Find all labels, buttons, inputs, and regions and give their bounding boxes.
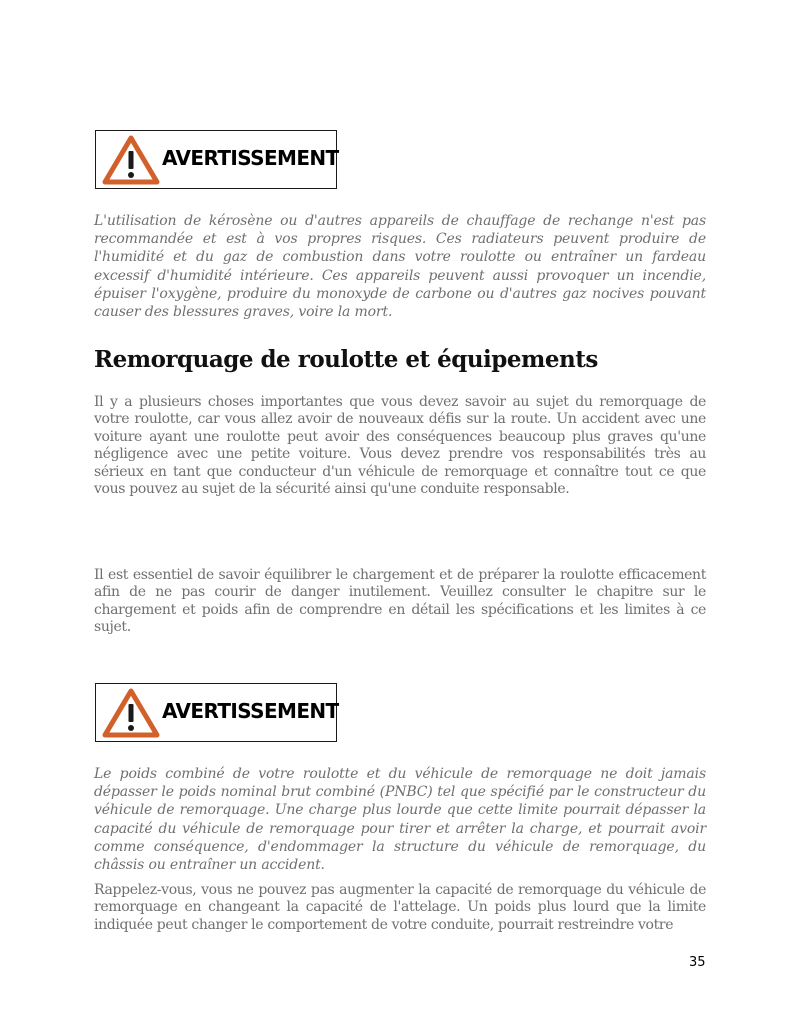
warning-text-combined-weight: Le poids combiné de votre roulotte et du véhicule de remorquage ne doit jamais dépasser le poids nominal brut combiné (PNBC) tel que spécifié par le constructeur du véhicule de remorquage. Une charge plus lourde que cette limite pourrait dépasser la capacité du véhicule de remorquage pour tirer et arrêter la charge, et pourrait avoir comme conséquence, d'endommager la structure du véhicule de remorquage, du châssis ou entraîner un accident. <box>94 766 706 874</box>
warning-box-2 <box>95 683 337 742</box>
page-number: 35 <box>689 955 706 970</box>
warning-label: AVERTISSEMENT <box>162 146 339 170</box>
warning-triangle-icon <box>101 134 161 186</box>
paragraph-reminder: Rappelez-vous, vous ne pouvez pas augmenter la capacité de remorquage du véhicule de remorquage en changeant la capacité de l'attelage. Un poids plus lourd que la limite indiquée peut changer le comportement de votre conduite, pourrait restreindre votre <box>94 882 706 933</box>
warning-label: AVERTISSEMENT <box>162 699 339 723</box>
paragraph-intro: Il y a plusieurs choses importantes que vous devez savoir au sujet du remorquage de votre roulotte, car vous allez avoir de nouveaux défis sur la route. Un accident avec une voiture ayant une roulotte peut avoir des conséquences beaucoup plus graves qu'une négligence avec une petite voiture. Vous devez prendre vos responsabilités très au sérieux en tant que conducteur d'un véhicule de remorquage et connaître tout ce que vous pouvez au sujet de la sécurité ainsi qu'une conduite responsable. <box>94 394 706 498</box>
warning-text-kerosene: L'utilisation de kérosène ou d'autres appareils de chauffage de rechange n'est pas recommandée et est à vos propres risques. Ces radiateurs peuvent produire de l'humidité et du gaz de combustion dans votre roulotte ou entraîner un fardeau excessif d'humidité intérieure. Ces appareils peuvent aussi provoquer un incendie, épuiser l'oxygène, produire du monoxyde de carbone ou d'autres gaz nocives pouvant causer des blessures graves, voire la mort. <box>94 213 706 321</box>
warning-triangle-icon <box>101 687 161 739</box>
warning-box-1 <box>95 130 337 189</box>
section-title: Remorquage de roulotte et équipements <box>94 346 598 373</box>
paragraph-balance: Il est essentiel de savoir équilibrer le chargement et de préparer la roulotte efficacement afin de ne pas courir de danger inutilement. Veuillez consulter le chapitre sur le chargement et poids afin de comprendre en détail les spécifications et les limites à ce sujet. <box>94 567 706 636</box>
